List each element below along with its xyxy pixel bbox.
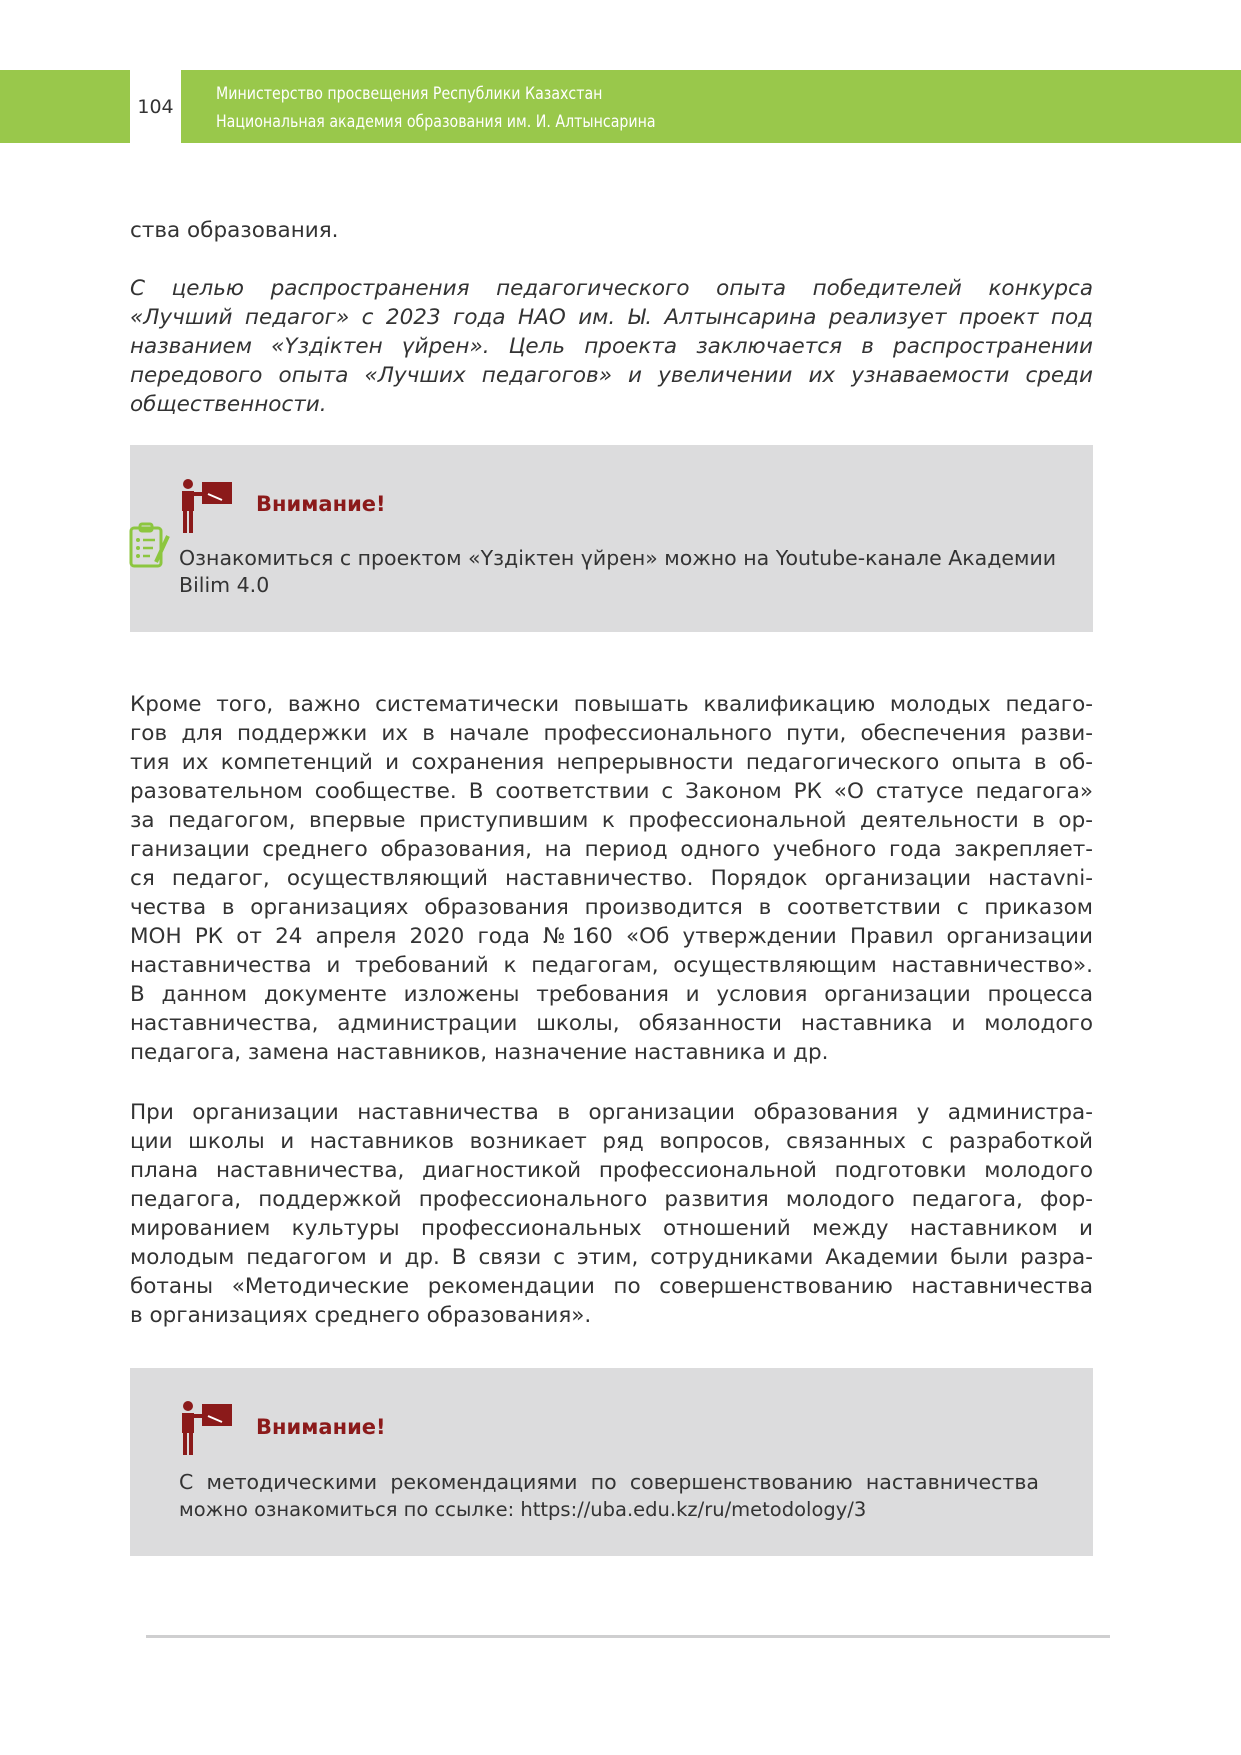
text-line: разовательном сообществе. В соответствии с Законом РК «О статусе педагога» xyxy=(130,779,1093,804)
paragraph-organization xyxy=(130,1098,1093,1330)
text-line: тия их компетенций и сохранения непрерывности педагогического опыта в об- xyxy=(130,750,1093,775)
attention-title: Внимание! xyxy=(256,1415,386,1439)
attention-text xyxy=(179,545,1059,599)
text-line: наставничества и требований к педагогам, осуществляющим наставничество». xyxy=(130,953,1093,978)
text-line: С целью распространения педагогического опыта победителей конкурса xyxy=(130,276,1093,301)
text-line: ся педагог, осуществляющий наставничество. Порядок организации настavni- xyxy=(130,866,1093,891)
header-text xyxy=(216,80,656,136)
paragraph-italic xyxy=(130,274,1093,419)
page-number: 104 xyxy=(130,70,181,143)
text-line: При организации наставничества в организации образования у администра- xyxy=(130,1100,1093,1125)
text-line: молодым педагогом и др. В связи с этим, сотрудниками Академии были разра- xyxy=(130,1245,1093,1270)
header-line-2: Национальная академия образования им. И. Алтынсарина xyxy=(216,112,656,131)
text-line: Кроме того, важно систематически повышать квалификацию молодых педаго- xyxy=(130,692,1093,717)
text-line: за педагогом, впервые приступившим к профессиональной деятельности в ор- xyxy=(130,808,1093,833)
text-line: общественности. xyxy=(130,392,327,417)
text-line: ботаны «Методические рекомендации по совершенствованию наставничества xyxy=(130,1274,1093,1299)
teacher-at-board-icon xyxy=(178,1400,234,1458)
text-line: «Лучший педагог» с 2023 года НАО им. Ы. Алтынсарина реализует проект под xyxy=(130,305,1093,330)
paragraph-mentoring xyxy=(130,690,1093,1067)
text-line: ганизации среднего образования, на период одного учебного года закрепляет- xyxy=(130,837,1093,862)
text-line: педагога, поддержкой профессионального развития молодого педагога, фор- xyxy=(130,1187,1093,1212)
attention-box-1 xyxy=(130,445,1093,632)
text-line: чества в организациях образования производится в соответствии с приказом xyxy=(130,895,1093,920)
text-line: плана наставничества, диагностикой профессиональной подготовки молодого xyxy=(130,1158,1093,1183)
text-line: С методическими рекомендациями по совершенствованию наставничества xyxy=(179,1470,1039,1494)
text-line: МОН РК от 24 апреля 2020 года №160 «Об утверждении Правил организации xyxy=(130,924,1093,949)
teacher-at-board-icon xyxy=(178,478,234,536)
text-line: передового опыта «Лучших педагогов» и увеличении их узнаваемости среди xyxy=(130,363,1093,388)
text-line: можно ознакомиться по ссылке: https://uba.edu.kz/ru/metodology/3 xyxy=(179,1498,867,1521)
attention-title: Внимание! xyxy=(256,492,386,516)
text-line: В данном документе изложены требования и условия организации процесса xyxy=(130,982,1093,1007)
attention-box-2 xyxy=(130,1368,1093,1556)
text-line: в организациях среднего образования». xyxy=(130,1303,592,1328)
attention-text xyxy=(179,1469,1059,1523)
text-line: названием «Үздіктен үйрен». Цель проекта заключается в распространении xyxy=(130,334,1093,359)
text-line: Bilim 4.0 xyxy=(179,573,270,597)
text-line: наставничества, администрации школы, обязанности наставника и молодого xyxy=(130,1011,1093,1036)
text-line: гов для поддержки их в начале профессионального пути, обеспечения разви- xyxy=(130,721,1093,746)
text-line: ции школы и наставников возникает ряд вопросов, связанных с разработкой xyxy=(130,1129,1093,1154)
text-line: Ознакомиться с проектом «Үздіктен үйрен» можно на Youtube-канале Академии xyxy=(179,546,1057,570)
paragraph-continuation: ства образования. xyxy=(130,218,339,243)
checklist-clipboard-icon xyxy=(128,522,174,570)
text-line: педагога, замена наставников, назначение наставника и др. xyxy=(130,1040,829,1065)
header-line-1: Министерство просвещения Республики Казахстан xyxy=(216,84,603,103)
footer-rule xyxy=(146,1635,1110,1638)
text-line: мированием культуры профессиональных отношений между наставником и xyxy=(130,1216,1093,1241)
